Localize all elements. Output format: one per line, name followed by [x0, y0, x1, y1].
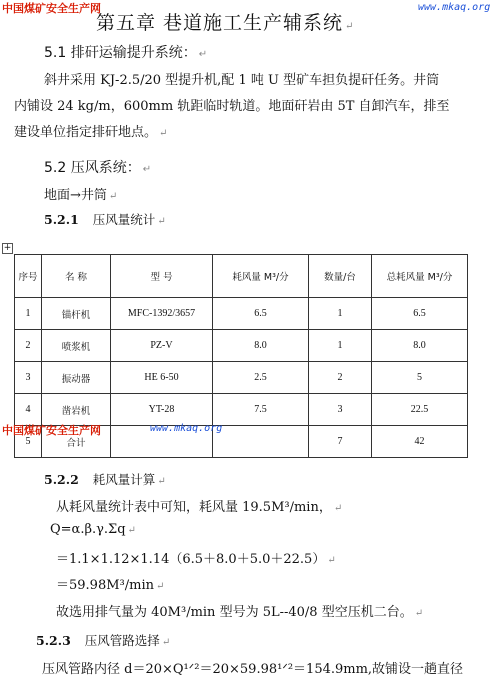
- section-5-1-heading: 5.1 排矸运输提升系统： ↵: [44, 45, 208, 61]
- table-cell: 2: [309, 362, 372, 394]
- table-cell: 5: [372, 362, 468, 394]
- table-cell: HE 6-50: [111, 362, 213, 394]
- table-cell: 2: [15, 330, 42, 362]
- section-5-2-2-conclusion: 故选用排气量为 40M³/min 型号为 5L--40/8 型空压机二台。 ↵: [56, 605, 424, 620]
- section-5-2-heading: 5.2 压风系统： ↵: [44, 160, 152, 176]
- table-cell: MFC-1392/3657: [111, 298, 213, 330]
- header-cell: 数量/台: [309, 255, 372, 298]
- table-cell: 振动器: [42, 362, 111, 394]
- section-5-2-2-formula: Q=α.β.γ.Σq ↵: [50, 522, 136, 537]
- table-cell: YT-28: [111, 394, 213, 426]
- table-cell: [213, 426, 309, 458]
- table-cell: 7: [309, 426, 372, 458]
- table-cell: 42: [372, 426, 468, 458]
- table-cell: 8.0: [213, 330, 309, 362]
- watermark-text: 中国煤矿安全生产网: [2, 2, 101, 15]
- table-header-row: [15, 255, 468, 298]
- table-cell: 4: [15, 394, 42, 426]
- table-cell: 1: [309, 330, 372, 362]
- table-cell: 1: [309, 298, 372, 330]
- table-cell: 1: [15, 298, 42, 330]
- table-cell: 3: [15, 362, 42, 394]
- table-cell: PZ-V: [111, 330, 213, 362]
- table-row: [15, 394, 468, 426]
- table-row: [15, 362, 468, 394]
- table-cell: 5: [15, 426, 42, 458]
- chapter-title: 第五章 巷道施工生产辅系统 ↵: [96, 12, 355, 34]
- section-5-1-line-2: 内铺设 24 kg/m，600mm 轨距临时轨道。地面矸岩由 5T 自卸汽车，排至: [14, 99, 450, 114]
- table-row: [15, 298, 468, 330]
- table-row: [15, 330, 468, 362]
- table-cell: 6.5: [213, 298, 309, 330]
- watermark-url: www.mkaq.org: [418, 2, 491, 13]
- section-5-2-flow: 地面→井筒 ↵: [44, 188, 118, 203]
- section-5-2-3-line-1: 压风管路内径 d＝20×Q¹ᐟ²＝20×59.98¹ᐟ²＝154.9mm,故铺设一趟直径: [42, 662, 464, 677]
- header-cell: 名 称: [42, 255, 111, 298]
- section-5-2-3-heading: 5.2.3 压风管路选择 ↵: [36, 633, 171, 648]
- table-cell: 6.5: [372, 298, 468, 330]
- watermark-url-bottom: www.mkaq.org: [150, 423, 223, 434]
- header-cell: 总耗风量 M³/分: [372, 255, 468, 298]
- section-5-2-1-heading: 5.2.1 压风量统计 ↵: [44, 212, 166, 227]
- watermark-text-bottom: 中国煤矿安全生产网: [2, 424, 101, 437]
- table-cell: 2.5: [213, 362, 309, 394]
- table-cell: 凿岩机: [42, 394, 111, 426]
- table-move-handle-icon[interactable]: +: [3, 243, 12, 253]
- table-cell: 8.0: [372, 330, 468, 362]
- header-cell: 序号: [15, 255, 42, 298]
- header-cell: 耗风量 M³/分: [213, 255, 309, 298]
- section-5-2-2-heading: 5.2.2 耗风量计算 ↵: [44, 472, 166, 487]
- section-5-1-line-1: 斜井采用 KJ-2.5/20 型提升机,配 1 吨 U 型矿车担负提矸任务。井筒: [44, 73, 440, 88]
- section-5-1-line-3: 建设单位指定排矸地点。 ↵: [14, 125, 168, 140]
- table-cell: 7.5: [213, 394, 309, 426]
- section-5-2-2-result: ＝59.98M³/min ↵: [56, 578, 165, 593]
- table-cell: 合计: [42, 426, 111, 458]
- table-cell: 22.5: [372, 394, 468, 426]
- table-cell: 锚杆机: [42, 298, 111, 330]
- section-5-2-2-line-1: 从耗风量统计表中可知，耗风量 19.5M³/min， ↵: [56, 500, 343, 515]
- table-cell: 喷浆机: [42, 330, 111, 362]
- section-5-2-2-calc: ＝1.1×1.12×1.14（6.5＋8.0＋5.0＋22.5） ↵: [56, 552, 336, 567]
- header-cell: 型 号: [111, 255, 213, 298]
- table-cell: 3: [309, 394, 372, 426]
